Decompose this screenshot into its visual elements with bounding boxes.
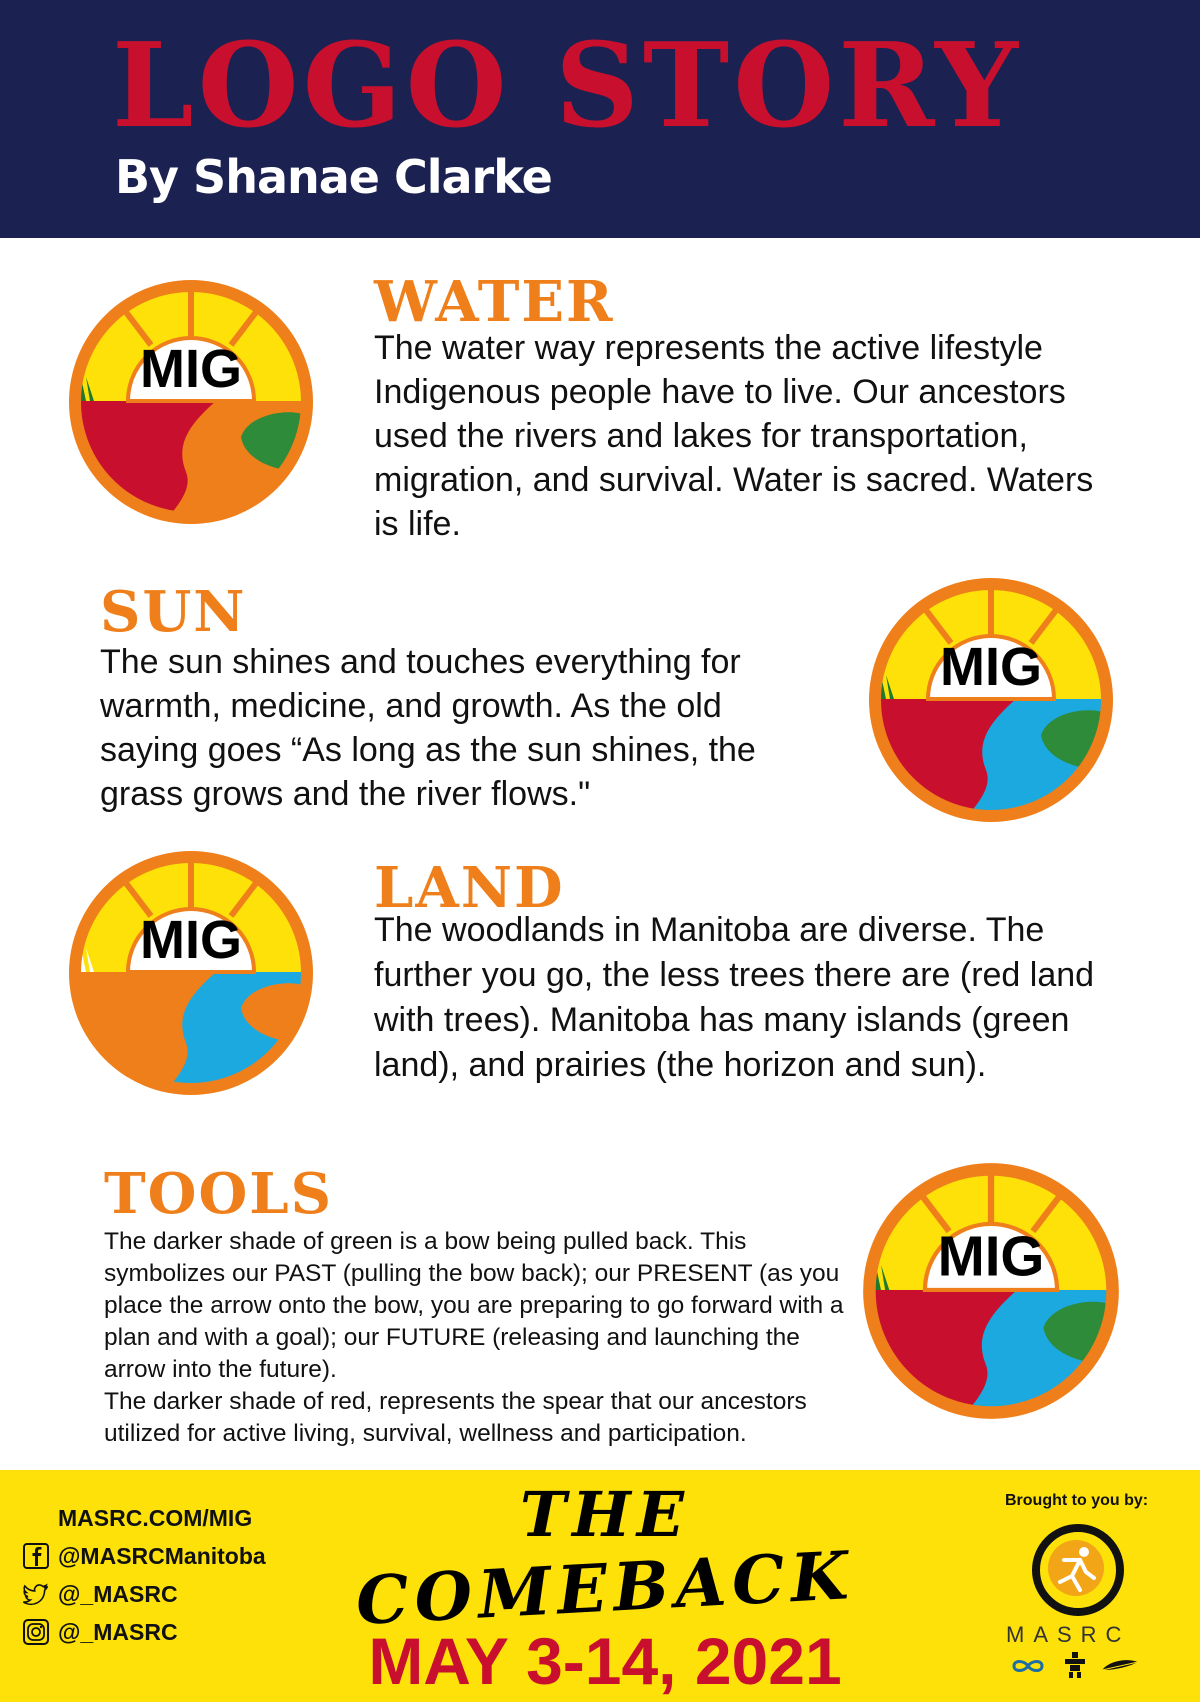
mig-logo-sun: [866, 575, 1116, 825]
author-byline: By Shanae Clarke: [115, 150, 552, 204]
masrc-logo-emblem: [1028, 1520, 1128, 1620]
land-title: LAND: [374, 855, 565, 921]
water-title: WATER: [374, 269, 615, 335]
instagram-icon: [22, 1618, 50, 1646]
sun-text: The sun shines and touches everything for warmth, medicine, and growth. As the old saying goes “As long as the sun shines, the grass grows and the river flows.": [100, 643, 756, 813]
twitter-handle: @_MASRC: [58, 1580, 178, 1607]
page-title: LOGO STORY: [112, 18, 1022, 154]
facebook-icon: [22, 1542, 50, 1570]
mig-logo-land: [66, 848, 316, 1098]
mig-logo-tools: [860, 1160, 1122, 1422]
mig-logo-water: [66, 277, 316, 527]
header-banner: [0, 0, 1200, 238]
twitter-link[interactable]: [22, 1580, 178, 1608]
logo-label: MIG: [937, 1224, 1045, 1288]
feather-icon: [1100, 1656, 1140, 1674]
facebook-handle: @MASRCManitoba: [58, 1542, 266, 1569]
infinity-icon: [1010, 1656, 1046, 1676]
water-text: The water way represents the active lifestyle Indigenous people have to live. Our ancestors used the rivers and lakes for transportation, migration, and survival. Water is sacred. Waters is life.: [374, 329, 1094, 543]
tools-text-bow: The darker shade of green is a bow being pulled back. This symbolizes our PAST (pulling the bow back); our PRESENT (as you place the arrow onto the bow, you are preparing to go forward with a plan and with a goal); our FUTURE (releasing and launching the arrow into the future).: [104, 1228, 844, 1383]
twitter-icon: [22, 1580, 50, 1608]
facebook-link[interactable]: [22, 1542, 266, 1570]
website-text: MASRC.COM/MIG: [58, 1505, 253, 1531]
sponsor-name: MASRC: [1006, 1622, 1131, 1647]
tools-text-spear: The darker shade of red, represents the spear that our ancestors utilized for active living, survival, wellness and participation.: [104, 1388, 807, 1447]
brought-by-label: Brought to you by:: [1005, 1492, 1149, 1509]
instagram-link[interactable]: [22, 1618, 178, 1646]
tools-title: TOOLS: [104, 1161, 334, 1227]
event-title-line2: COMEBACK: [354, 1536, 856, 1640]
instagram-handle: @_MASRC: [58, 1618, 178, 1645]
footer-banner: [0, 1470, 1200, 1702]
land-text: The woodlands in Manitoba are diverse. The further you go, the less trees there are (red land with trees). Manitoba has many islands (green land), and prairies (the horizon and sun).: [374, 911, 1095, 1084]
logo-label: MIG: [140, 910, 242, 970]
event-dates: MAY 3-14, 2021: [368, 1624, 842, 1698]
logo-label: MIG: [940, 637, 1042, 697]
website-link[interactable]: [58, 1505, 252, 1532]
inukshuk-icon: [1064, 1652, 1086, 1678]
logo-label: MIG: [140, 339, 242, 399]
sun-title: SUN: [100, 579, 247, 645]
event-title-line1: THE: [520, 1478, 690, 1551]
